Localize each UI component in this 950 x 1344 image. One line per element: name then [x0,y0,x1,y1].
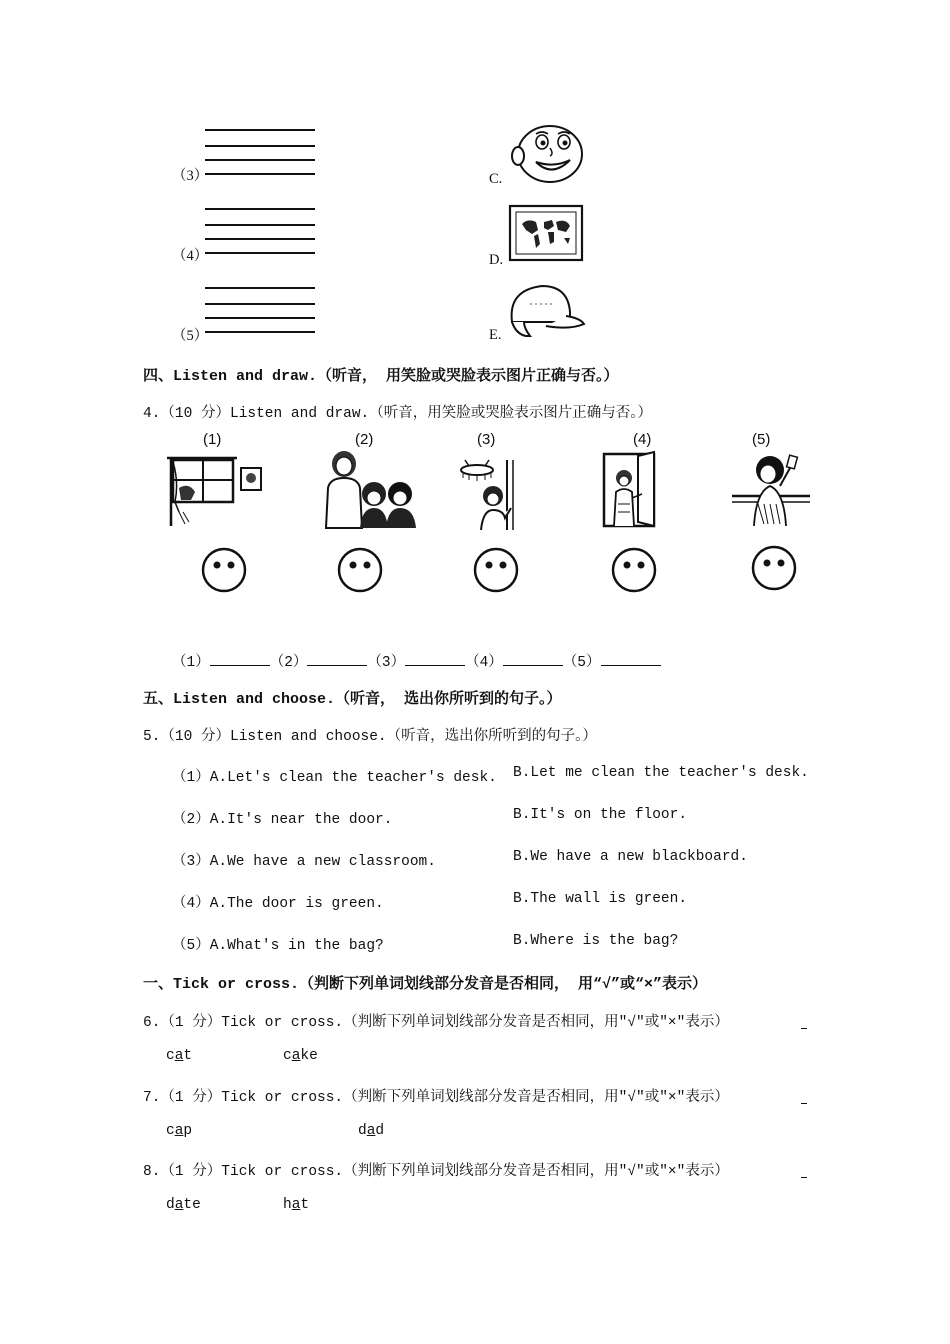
answer-label: （2） [269,655,308,671]
answer-dash[interactable] [801,1028,807,1029]
question-7-text: 7.（1 分）Tick or cross.（判断下列单词划线部分发音是否相同，用"√"或"×"表示） [143,1090,729,1106]
smiling-face-icon [508,122,586,186]
blank-face-icon[interactable] [472,546,520,594]
option-label: D. [489,252,504,268]
answer-blank[interactable] [210,651,270,666]
section1-heading: 一、Tick or cross.（判断下列单词划线部分发音是否相同， 用“√”或“×”表示） [143,976,708,993]
answer-blank[interactable] [307,651,367,666]
option-b[interactable]: B.Where is the bag? [513,933,679,949]
answer-blank[interactable] [503,651,563,666]
blank-face-icon[interactable] [750,544,798,592]
word: cake [283,1048,318,1064]
option-b[interactable]: B.Let me clean the teacher's desk. [513,765,809,781]
window-picture-icon [165,452,265,530]
question-8-text: 8.（1 分）Tick or cross.（判断下列单词划线部分发音是否相同，用"√"或"×"表示） [143,1164,729,1180]
word: cat [166,1048,193,1064]
picture-label: (3) [477,431,496,448]
question-6-text: 6.（1 分）Tick or cross.（判断下列单词划线部分发音是否相同，用"√"或"×"表示） [143,1015,729,1031]
blank-face-icon[interactable] [610,546,658,594]
option-b[interactable]: B.We have a new blackboard. [513,849,748,865]
option-label: C. [489,171,503,187]
answer-blank[interactable] [405,651,465,666]
option-b[interactable]: B.It's on the floor. [513,807,688,823]
question-5-text: 5.（10 分）Listen and choose.（听音，选出你所听到的句子。） [143,729,597,745]
option-a[interactable]: （5）A.What's in the bag? [172,938,384,954]
item-number: （3） [172,168,209,184]
option-a[interactable]: （4）A.The door is green. [172,896,384,912]
answer-blanks-row [172,650,661,671]
section4-heading: 四、Listen and draw.（听音， 用笑脸或哭脸表示图片正确与否。） [143,368,619,385]
word: cap [166,1123,193,1139]
world-map-picture-icon [508,204,584,262]
option-b[interactable]: B.The wall is green. [513,891,688,907]
girl-cleaning-icon [730,452,812,528]
writing-lines-3[interactable] [205,126,319,180]
boy-light-icon [455,456,521,532]
word: date [166,1197,201,1213]
teacher-students-icon [322,448,418,532]
writing-lines-5[interactable] [205,284,319,338]
question-4-text: 4.（10 分）Listen and draw.（听音，用笑脸或哭脸表示图片正确与否。） [143,406,652,422]
option-a[interactable]: （2）A.It's near the door. [172,812,393,828]
word: hat [283,1197,310,1213]
picture-label: (4) [633,431,652,448]
item-number: （4） [172,248,209,264]
section5-heading: 五、Listen and choose.（听音， 选出你所听到的句子。） [143,691,562,708]
word: dad [358,1123,385,1139]
answer-dash[interactable] [801,1103,807,1104]
door-boy-icon [598,448,662,528]
answer-label: （1） [172,655,210,671]
answer-blank[interactable] [601,651,661,666]
picture-label: (1) [203,431,222,448]
answer-label: （4） [465,655,503,671]
option-label: E. [489,327,502,343]
blank-face-icon[interactable] [336,546,384,594]
option-a[interactable]: （1）A.Let's clean the teacher's desk. [172,770,497,786]
picture-label: (2) [355,431,374,448]
blank-face-icon[interactable] [200,546,248,594]
cap-icon [506,282,588,340]
option-a[interactable]: （3）A.We have a new classroom. [172,854,436,870]
writing-lines-4[interactable] [205,205,319,259]
answer-label: （3） [367,655,406,671]
answer-dash[interactable] [801,1177,807,1178]
answer-label: （5） [562,655,601,671]
item-number: （5） [172,328,209,344]
picture-label: (5) [752,431,771,448]
